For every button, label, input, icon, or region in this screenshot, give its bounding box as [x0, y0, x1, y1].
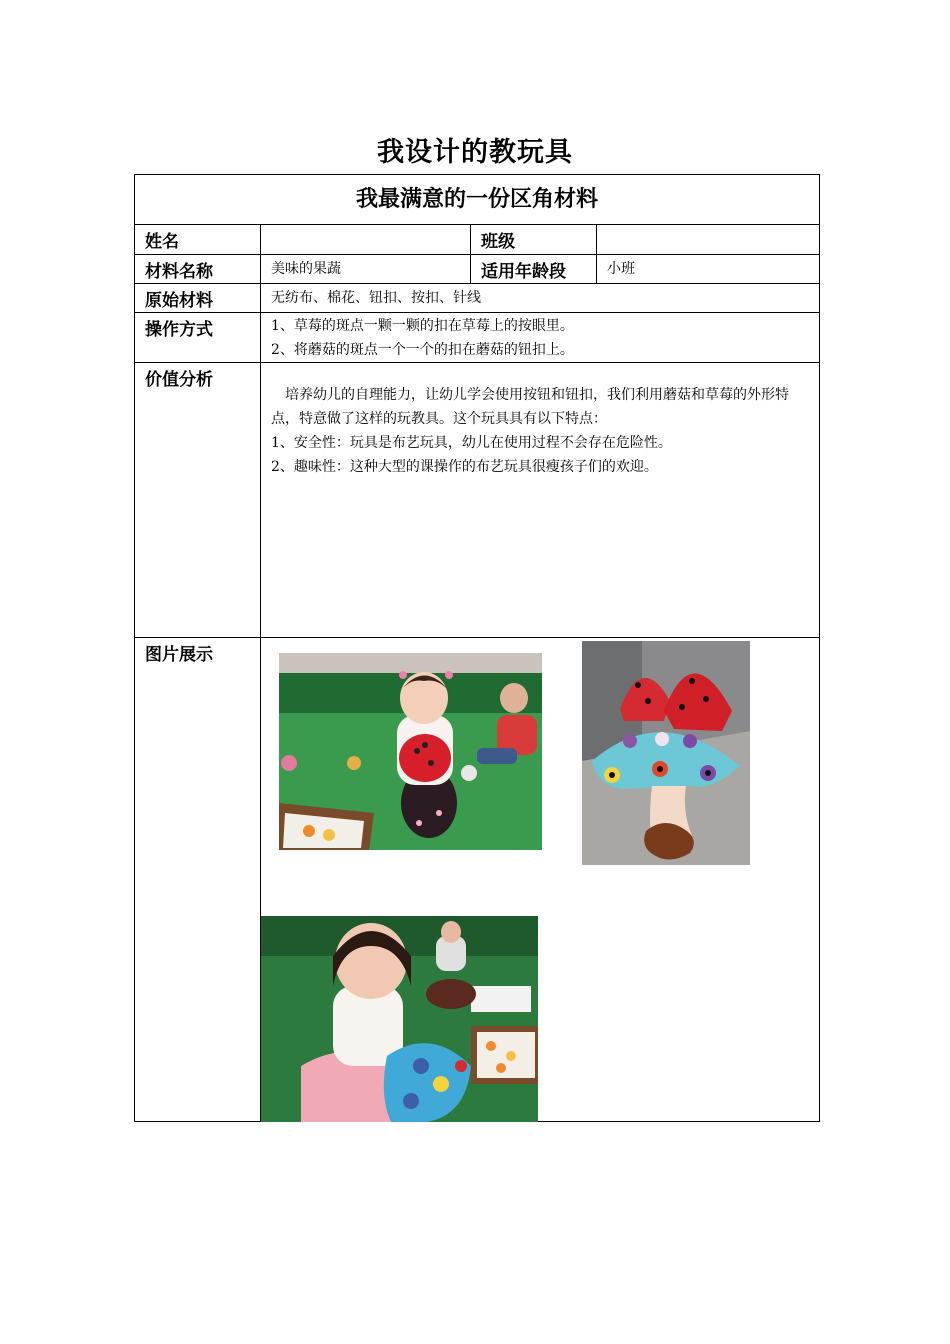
photos-label: 图片展示: [134, 637, 261, 1122]
operation-value: [260, 312, 820, 363]
photo-child-strawberry: [279, 653, 542, 850]
photos-area: [260, 637, 820, 1122]
material-name-label: 材料名称: [134, 254, 261, 284]
form-heading: 我最满意的一份区角材料: [134, 174, 820, 225]
value-paragraph: 培养幼儿的自理能力，让幼儿学会使用按钮和钮扣，我们利用蘑菇和草莓的外形特点，特意做了这样的玩教具。这个玩具具有以下特点：: [271, 387, 789, 427]
value-paragraph: 2、趣味性：这种大型的课操作的布艺玩具很瘦孩子们的欢迎。: [271, 459, 658, 475]
page-title: 我设计的教玩具: [377, 137, 573, 168]
material-form: [134, 174, 820, 1122]
name-value: [260, 224, 471, 255]
photo-child-mushroom: [261, 916, 538, 1122]
class-label: 班级: [470, 224, 597, 255]
value-analysis-label: 价值分析: [134, 362, 261, 638]
operation-line: 2、将蘑菇的斑点一个一个的扣在蘑菇的钮扣上。: [271, 342, 574, 358]
name-label: 姓名: [134, 224, 261, 255]
material-name-value: 美味的果蔬: [260, 254, 471, 284]
value-paragraph: 1、安全性：玩具是布艺玩具，幼儿在使用过程不会存在危险性。: [271, 435, 672, 451]
operation-line: 1、草莓的斑点一颗一颗的扣在草莓上的按眼里。: [271, 318, 574, 334]
age-value: 小班: [596, 254, 820, 284]
class-value: [596, 224, 820, 255]
photo-felt-mushroom: [582, 641, 750, 865]
age-label: 适用年龄段: [470, 254, 597, 284]
operation-label: 操作方式: [134, 312, 261, 363]
raw-material-label: 原始材料: [134, 283, 261, 313]
raw-material-value: 无纺布、棉花、钮扣、按扣、针线: [260, 283, 820, 313]
value-analysis-value: [260, 362, 820, 638]
